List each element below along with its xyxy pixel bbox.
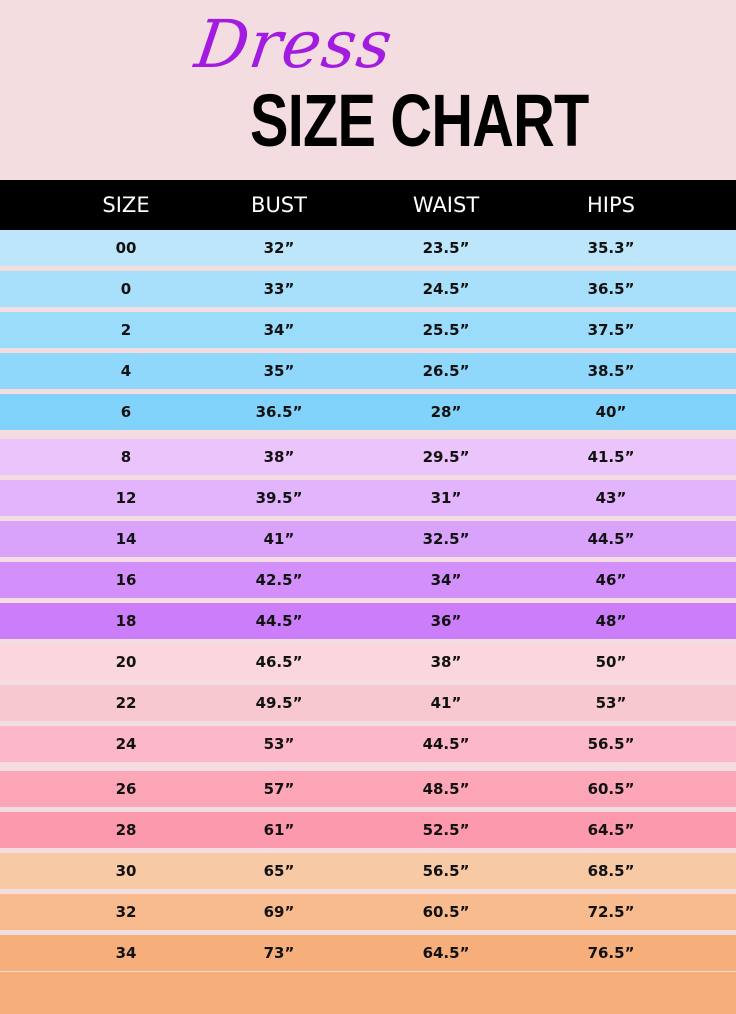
bust-cell: 34” (263, 321, 295, 339)
waist-cell: 25.5” (422, 321, 470, 339)
hips-cell: 38.5” (587, 362, 635, 380)
hips-cell: 72.5” (587, 903, 635, 921)
size-cell: 2 (120, 321, 132, 339)
bust-cell: 32” (263, 239, 295, 257)
table-row (0, 521, 736, 557)
bust-cell: 49.5” (255, 694, 303, 712)
bust-cell: 33” (263, 280, 295, 298)
table-row (0, 394, 736, 430)
hips-cell: 46” (595, 571, 627, 589)
table-row (0, 853, 736, 889)
waist-cell: 28” (430, 403, 462, 421)
footer-band (0, 972, 736, 1014)
waist-cell: 44.5” (422, 735, 470, 753)
hips-cell: 43” (595, 489, 627, 507)
size-cell: 8 (120, 448, 132, 466)
column-header-hips: HIPS (587, 193, 635, 217)
bust-cell: 36.5” (255, 403, 303, 421)
bust-cell: 65” (263, 862, 295, 880)
table-row (0, 644, 736, 680)
title-area (0, 0, 736, 178)
size-cell: 4 (120, 362, 132, 380)
table-header (0, 180, 736, 230)
size-cell: 6 (120, 403, 132, 421)
hips-cell: 44.5” (587, 530, 635, 548)
column-header-size: SIZE (102, 193, 150, 217)
bust-cell: 73” (263, 944, 295, 962)
size-cell: 16 (115, 571, 137, 589)
size-cell: 22 (115, 694, 137, 712)
bust-cell: 69” (263, 903, 295, 921)
script-title: Dress (190, 6, 398, 83)
bust-cell: 38” (263, 448, 295, 466)
bust-cell: 35” (263, 362, 295, 380)
column-header-bust: BUST (251, 193, 307, 217)
table-row (0, 935, 736, 971)
hips-cell: 56.5” (587, 735, 635, 753)
size-cell: 30 (115, 862, 137, 880)
waist-cell: 56.5” (422, 862, 470, 880)
column-header-waist: WAIST (412, 193, 480, 217)
size-cell: 26 (115, 780, 137, 798)
size-cell: 32 (115, 903, 137, 921)
bust-cell: 57” (263, 780, 295, 798)
waist-cell: 36” (430, 612, 462, 630)
size-cell: 14 (115, 530, 137, 548)
waist-cell: 41” (430, 694, 462, 712)
waist-cell: 34” (430, 571, 462, 589)
table-row (0, 230, 736, 266)
hips-cell: 76.5” (587, 944, 635, 962)
table-row (0, 353, 736, 389)
waist-cell: 23.5” (422, 239, 470, 257)
table-row (0, 685, 736, 721)
waist-cell: 32.5” (422, 530, 470, 548)
size-cell: 00 (115, 239, 137, 257)
hips-cell: 35.3” (587, 239, 635, 257)
table-row (0, 603, 736, 639)
hips-cell: 41.5” (587, 448, 635, 466)
waist-cell: 52.5” (422, 821, 470, 839)
bust-cell: 61” (263, 821, 295, 839)
hips-cell: 36.5” (587, 280, 635, 298)
table-row (0, 562, 736, 598)
hips-cell: 40” (595, 403, 627, 421)
hips-cell: 50” (595, 653, 627, 671)
table-row (0, 271, 736, 307)
size-cell: 0 (120, 280, 132, 298)
size-cell: 24 (115, 735, 137, 753)
hips-cell: 53” (595, 694, 627, 712)
hips-cell: 60.5” (587, 780, 635, 798)
waist-cell: 38” (430, 653, 462, 671)
size-cell: 28 (115, 821, 137, 839)
waist-cell: 48.5” (422, 780, 470, 798)
size-cell: 20 (115, 653, 137, 671)
bust-cell: 41” (263, 530, 295, 548)
table-row (0, 439, 736, 475)
waist-cell: 26.5” (422, 362, 470, 380)
table-row (0, 812, 736, 848)
hips-cell: 68.5” (587, 862, 635, 880)
hips-cell: 48” (595, 612, 627, 630)
size-cell: 34 (115, 944, 137, 962)
table-row (0, 726, 736, 762)
bust-cell: 53” (263, 735, 295, 753)
bust-cell: 46.5” (255, 653, 303, 671)
hips-cell: 37.5” (587, 321, 635, 339)
table-row (0, 480, 736, 516)
waist-cell: 29.5” (422, 448, 470, 466)
table-row (0, 312, 736, 348)
waist-cell: 60.5” (422, 903, 470, 921)
waist-cell: 64.5” (422, 944, 470, 962)
size-cell: 18 (115, 612, 137, 630)
table-row (0, 771, 736, 807)
table-row (0, 894, 736, 930)
bust-cell: 42.5” (255, 571, 303, 589)
page-title: SIZE CHART (250, 79, 589, 162)
hips-cell: 64.5” (587, 821, 635, 839)
bust-cell: 39.5” (255, 489, 303, 507)
waist-cell: 24.5” (422, 280, 470, 298)
waist-cell: 31” (430, 489, 462, 507)
size-cell: 12 (115, 489, 137, 507)
bust-cell: 44.5” (255, 612, 303, 630)
